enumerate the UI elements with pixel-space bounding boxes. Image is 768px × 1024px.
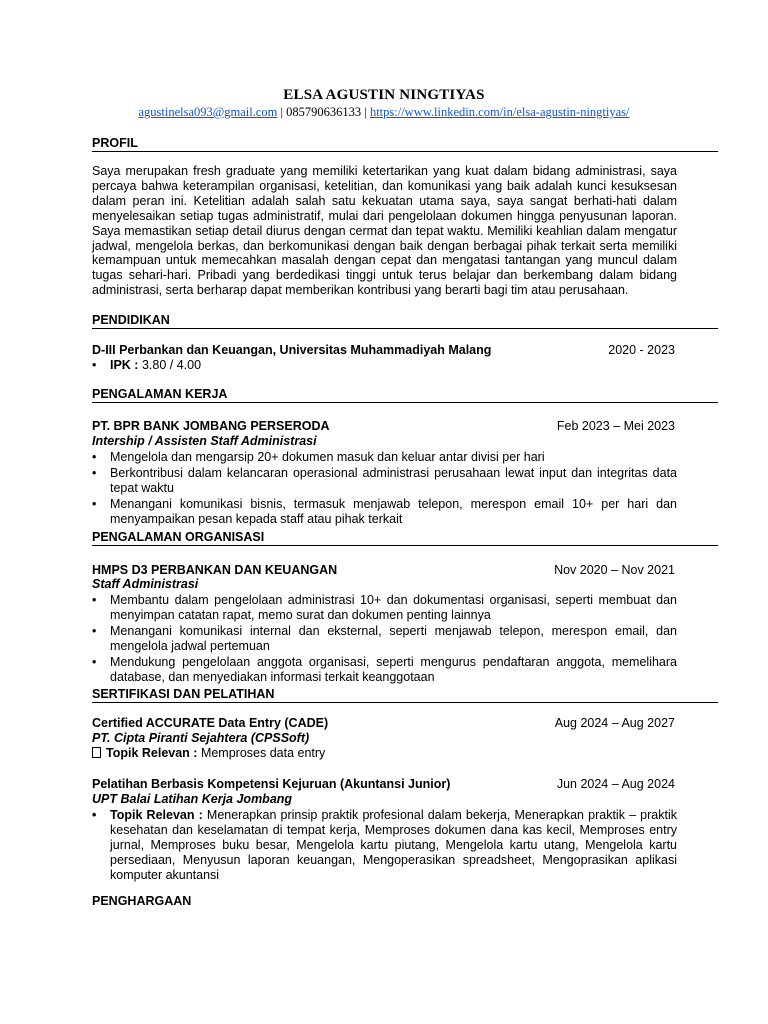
section-title: PENDIDIKAN (92, 313, 718, 329)
contact-line (0, 105, 768, 120)
degree-title: D-III Perbankan dan Keuangan, Universitas Muhammadiyah Malang (92, 343, 492, 357)
job-row (92, 419, 675, 434)
topic-label: Topik Relevan : (110, 808, 203, 822)
org-name: HMPS D3 PERBANKAN DAN KEUANGAN (92, 563, 338, 577)
cert-name: Certified ACCURATE Data Entry (CADE) (92, 716, 329, 730)
bullet-icon: • (92, 358, 97, 372)
cert-row (92, 716, 675, 731)
job-period: Feb 2023 – Mei 2023 (556, 419, 675, 433)
job-role: Intership / Assisten Staff Administrasi (92, 434, 317, 448)
topic-value: Menerapkan prinsip praktik profesional dalam bekerja, Menerapkan praktik – praktik kesehatan dan keselamatan di tempat kerja, Memproses dokumen dana kas kecil, Memproses entry jurnal, Memproses buku besar, Mengelola kartu piutang, Mengelola kartu utang, Mengelola kartu persediaan, Menyusun laporan keuangan, Mengoperasikan spreadsheet, Mengoprasikan aplikasi komputer akuntansi (110, 808, 677, 882)
section-title: PENGALAMAN ORGANISASI (92, 530, 718, 546)
email-link[interactable]: agustinelsa093@gmail.com (138, 105, 278, 119)
section-pengalaman-kerja (92, 387, 718, 403)
section-sertifikasi (92, 687, 718, 703)
bullet-icon: • (92, 465, 97, 480)
section-pendidikan (92, 313, 718, 329)
cert-issuer: UPT Balai Latihan Kerja Jombang (92, 792, 293, 806)
topic-label: Topik Relevan : (106, 746, 198, 760)
cert-row (92, 777, 675, 792)
checkbox-icon (92, 747, 101, 758)
list-item: • Mendukung pengelolaan anggota organisasi, seperti mengurus pendaftaran anggota, memelihara database, dan menyediakan informasi terkait keanggotaan (92, 654, 677, 684)
org-period: Nov 2020 – Nov 2021 (554, 563, 675, 577)
cert-topic (92, 746, 325, 761)
ipk-label: IPK : (110, 358, 139, 372)
list-item: • Mengelola dan mengarsip 20+ dokumen masuk dan keluar antar divisi per hari (92, 450, 545, 464)
list-item: • Berkontribusi dalam kelancaran operasional administrasi perusahaan lewat input dan integritas data tepat waktu (92, 465, 677, 495)
phone-number: 085790636133 (286, 105, 362, 119)
contact-separator: | (361, 105, 370, 119)
education-period: 2020 - 2023 (608, 343, 675, 357)
bullet-icon: • (92, 808, 97, 822)
section-title: PENGALAMAN KERJA (92, 387, 718, 403)
section-pengalaman-organisasi (92, 530, 718, 546)
bullet-icon: • (92, 496, 97, 511)
org-row (92, 563, 675, 578)
list-item: • Menangani komunikasi internal dan eksternal, seperti menjawab telepon, merespon email, dan mengelola jadwal pertemuan (92, 623, 677, 653)
linkedin-link[interactable]: https://www.linkedin.com/in/elsa-agustin-ningtiyas/ (369, 105, 630, 119)
list-item (92, 358, 677, 373)
list-item: • Menangani komunikasi bisnis, termasuk menjawab telepon, merespon email 10+ per hari dan menyampaikan pesan kepada staff atau pihak terkait (92, 496, 677, 526)
profil-text: Saya merupakan fresh graduate yang memiliki ketertarikan yang kuat dalam bidang administrasi, saya percaya bahwa keterampilan organisasi, ketelitian, dan komunikasi yang baik adalah kunci kesuksesan dalam peran ini. Ketelitian adalah salah satu kekuatan utama saya, saya sangat berhati-hati dalam menyelesaikan setiap tugas administratif, mulai dari pengelolaan dokumen hingga penyusunan laporan. Saya memastikan setiap detail diurus dengan cermat dan tepat waktu. Memiliki keahlian dalam mengatur jadwal, mengelola berkas, dan berkomunikasi dengan baik dengan berbagai pihak terkait serta memiliki kemampuan untuk memecahkan masalah dengan cepat dan mengatasi tantangan yang muncul dalam tugas sehari-hari. Pribadi yang berdedikasi tinggi untuk terus belajar dan berkembang dalam bidang administrasi, serta berharap dapat memberikan kontribusi yang berarti bagi tim atau perusahaan. (92, 164, 677, 298)
section-profil (92, 136, 718, 152)
cert-period: Aug 2024 – Aug 2027 (554, 716, 675, 730)
cert-topics (92, 808, 677, 884)
list-item: • Membantu dalam pengelolaan administrasi 10+ dan dokumentasi organisasi, seperti membuat dan menyimpan catatan rapat, memo surat dan dokumen penting lainnya (92, 593, 677, 622)
section-title: PROFIL (92, 136, 718, 152)
candidate-name: ELSA AGUSTIN NINGTIYAS (283, 87, 485, 103)
section-title: SERTIFIKASI DAN PELATIHAN (92, 687, 718, 703)
section-penghargaan-title: PENGHARGAAN (92, 894, 192, 908)
bullet-icon: • (92, 593, 97, 607)
bullet-icon: • (92, 450, 97, 464)
education-details (92, 358, 677, 374)
job-duties (92, 450, 677, 528)
ipk-value: 3.80 / 4.00 (138, 358, 202, 372)
cert-issuer: PT. Cipta Piranti Sejahtera (CPSSoft) (92, 731, 310, 745)
contact-separator: | (277, 105, 287, 119)
education-row (92, 343, 675, 358)
bullet-icon: • (92, 654, 97, 669)
cert-name: Pelatihan Berbasis Kompetensi Kejuruan (Akuntansi Junior) (92, 777, 451, 791)
org-role: Staff Administrasi (92, 577, 199, 591)
topic-value: Memproses data entry (197, 746, 326, 760)
company-name: PT. BPR BANK JOMBANG PERSERODA (92, 419, 330, 433)
cert-period: Jun 2024 – Aug 2024 (556, 777, 675, 791)
bullet-icon: • (92, 623, 97, 638)
org-duties (92, 593, 677, 685)
list-item (92, 808, 677, 883)
